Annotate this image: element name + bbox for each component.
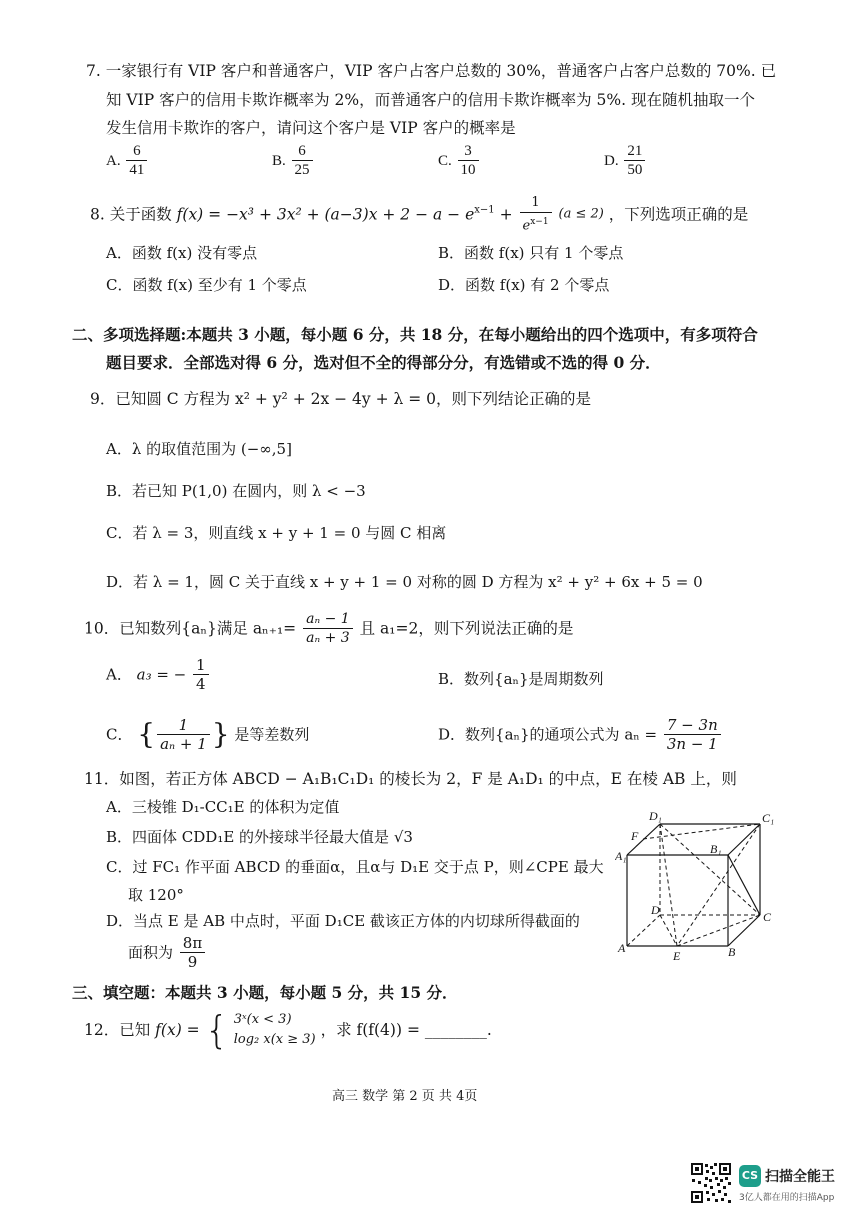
q10-option-d: D．数列{aₙ}的通项公式为 aₙ = $\frac{7 - 3n}{3n - 1}$ bbox=[438, 716, 723, 753]
label-d: D bbox=[651, 903, 660, 917]
cube-figure bbox=[615, 808, 780, 964]
label-b1: B₁ bbox=[710, 842, 722, 856]
qr-code-icon bbox=[690, 1162, 732, 1204]
q10-option-a: A． a₃ = − $\frac{1}{4}$ bbox=[106, 656, 211, 693]
q8-option-c: C．函数 f(x) 至少有 1 个零点 bbox=[106, 276, 307, 294]
q11-stem: 11．如图，若正方体 ABCD − A₁B₁C₁D₁ 的棱长为 2，F 是 A₁D₁ 的中点，E 在棱 AB 上，则 bbox=[84, 770, 737, 788]
section2-line2: 题目要求．全部选对得 6 分，选对但不全的得部分分，有选错或不选的得 0 分． bbox=[106, 353, 661, 372]
q7-option-a: A. $\frac{6}{41}$ bbox=[106, 142, 149, 179]
q7-line2: 知 VIP 客户的信用卡欺诈概率为 2%，而普通客户的信用卡欺诈概率为 5%. 现在随机抽取一个 bbox=[106, 91, 755, 109]
q10-option-c: C． { $\frac{1}{\text{aₙ + 1}}$ } 是等差数列 bbox=[106, 716, 310, 753]
label-b: B bbox=[728, 945, 736, 959]
hidden-segment-d1-e bbox=[660, 824, 677, 946]
label-f: F bbox=[631, 829, 639, 843]
q9-option-d: D．若 λ = 1，圆 C 关于直线 x + y + 1 = 0 对称的圆 D 方程为 x² + y² + 6x + 5 = 0 bbox=[106, 573, 703, 591]
q8-stem: 8. 关于函数 $f(x) = -x^3 + 3x^2 + (a-3)x + 2 - a - e^{x-1}$ + $\frac{1}{e^{x-1}}$ (a ≤ 2) ，下列选项正确的是 bbox=[90, 195, 749, 234]
edge-b1-c1 bbox=[728, 824, 760, 855]
q11-option-d-line1: D．当点 E 是 AB 中点时，平面 D₁CE 截该正方体的内切球所得截面的 bbox=[106, 912, 580, 930]
scanner-app-name: 扫描全能王 bbox=[765, 1169, 835, 1185]
edge-b-c bbox=[728, 915, 760, 946]
q12-stem: 12．已知 f(x) = { 3ˣ(x < 3) log₂ x(x ≥ 3) ，求 f(f(4)) = ________. bbox=[84, 1008, 492, 1052]
label-e: E bbox=[673, 949, 681, 963]
section2-line1: 二、多项选择题:本题共 3 小题，每小题 6 分，共 18 分，在每小题给出的四个选项中，有多项符合 bbox=[72, 325, 758, 344]
q7-line1: 7. 一家银行有 VIP 客户和普通客户，VIP 客户占客户总数的 30%，普通客户占客户总数的 70%. 已 bbox=[86, 62, 777, 80]
q11-option-a: A．三棱锥 D₁-CC₁E 的体积为定值 bbox=[106, 798, 340, 816]
q8-option-a: A．函数 f(x) 没有零点 bbox=[106, 244, 258, 262]
hidden-segment-d1-c bbox=[660, 824, 760, 915]
q11-option-c-line1: C．过 FC₁ 作平面 ABCD 的垂面α，且α与 D₁E 交于点 P，则∠CPE 最大 bbox=[106, 858, 604, 876]
q10-option-b: B．数列{aₙ}是周期数列 bbox=[438, 670, 604, 688]
camscanner-logo-icon: CS bbox=[739, 1165, 761, 1187]
q10-stem: 10．已知数列{aₙ}满足 aₙ₊₁= $\frac{\text{aₙ − 1}}{\text{aₙ + 3}}$ 且 a₁=2，则下列说法正确的是 bbox=[84, 611, 574, 646]
label-c1: C₁ bbox=[762, 811, 775, 825]
hidden-edge-a-d bbox=[627, 915, 660, 946]
q7-option-d: D. $\frac{21}{50}$ bbox=[604, 142, 647, 179]
label-a1: A₁ bbox=[615, 849, 627, 863]
q8-option-d: D．函数 f(x) 有 2 个零点 bbox=[438, 276, 610, 294]
section3-title: 三、填空题：本题共 3 小题，每小题 5 分，共 15 分． bbox=[72, 983, 458, 1002]
q11-option-d-line2: 面积为 $\frac{8\pi}{9}$ bbox=[128, 934, 207, 971]
q7-line3: 发生信用卡欺诈的客户，请问这个客户是 VIP 客户的概率是 bbox=[106, 119, 516, 137]
q9-option-b: B．若已知 P(1,0) 在圆内，则 λ < −3 bbox=[106, 482, 366, 500]
label-d1: D₁ bbox=[649, 809, 662, 823]
q7-option-c: C. $\frac{3}{10}$ bbox=[438, 142, 481, 179]
label-a: A bbox=[618, 941, 626, 955]
page-footer: 高三 数学 第 2 页 共 4页 bbox=[332, 1089, 478, 1104]
q9-stem: 9．已知圆 C 方程为 x² + y² + 2x − 4y + λ = 0，则下列结论正确的是 bbox=[90, 390, 592, 408]
label-c: C bbox=[763, 910, 772, 924]
segment-b1-c bbox=[728, 855, 760, 915]
q7-option-b: B. $\frac{6}{25}$ bbox=[272, 142, 315, 179]
q9-option-a: A．λ 的取值范围为 (−∞,5] bbox=[106, 440, 292, 458]
q11-option-c-line2: 取 120° bbox=[128, 886, 184, 904]
q11-option-b: B．四面体 CDD₁E 的外接球半径最大值是 √3 bbox=[106, 828, 413, 846]
q8-option-b: B．函数 f(x) 只有 1 个零点 bbox=[438, 244, 624, 262]
hidden-segment-e-c bbox=[677, 915, 760, 946]
scanner-tagline: 3亿人都在用的扫描App bbox=[739, 1193, 835, 1203]
q9-option-c: C．若 λ = 3，则直线 x + y + 1 = 0 与圆 C 相离 bbox=[106, 524, 447, 542]
